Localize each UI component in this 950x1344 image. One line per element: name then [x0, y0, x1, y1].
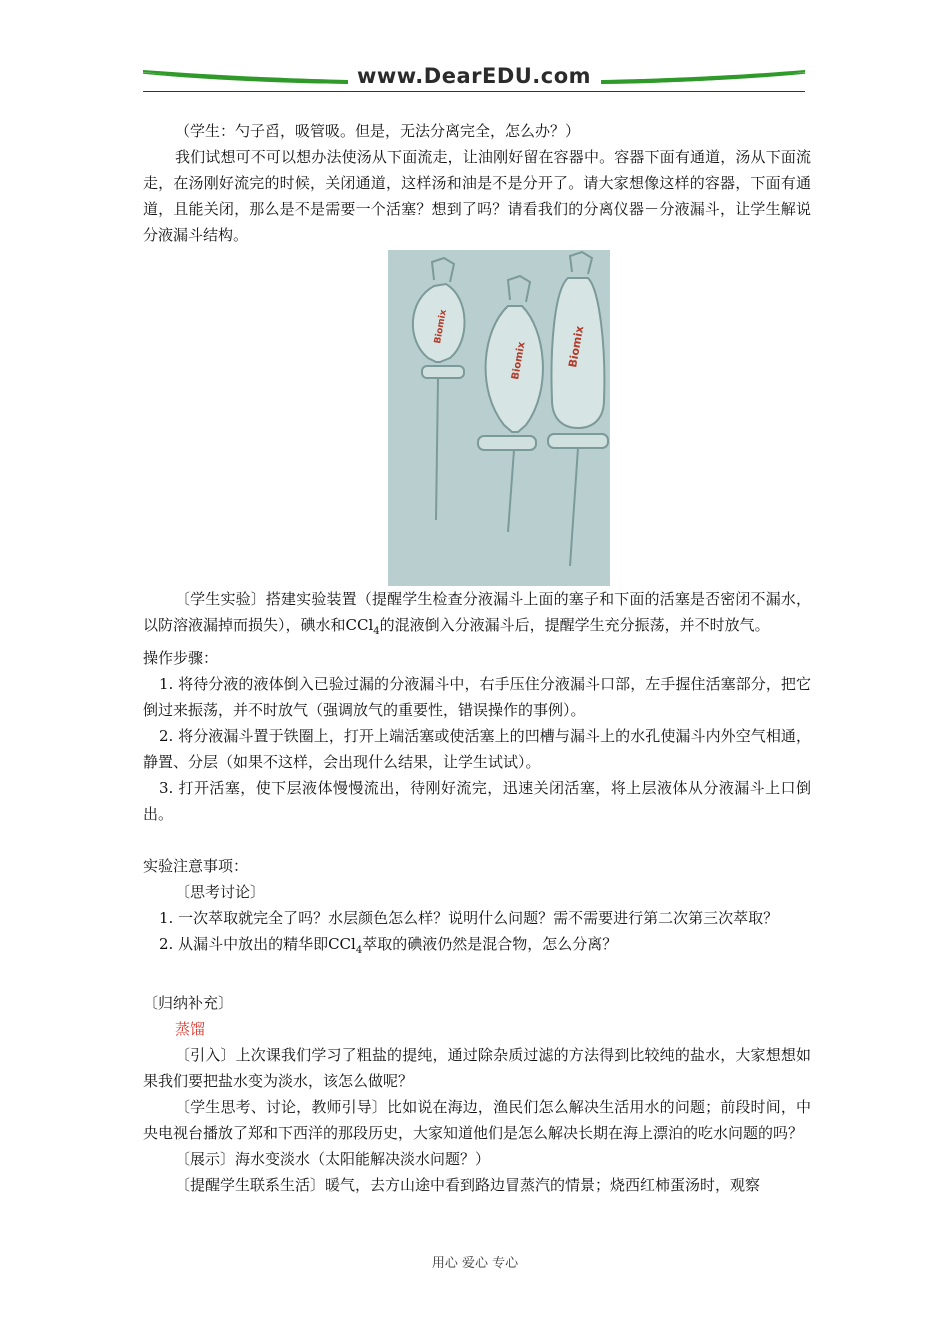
funnel-3-brand: Biomix [566, 324, 587, 369]
header-rule [143, 91, 805, 92]
question-2 [143, 931, 811, 964]
paragraph-idea: 我们试想可不可以想办法使汤从下面流走，让油刚好留在容器中。容器下面有通道，汤从下面流走，在汤刚好流完的时候，关闭通道，这样汤和油是不是分开了。请大家想像这样的容器，下面有通道，且能关闭，那么是不是需要一个活塞？想到了吗？请看我们的分离仪器－分液漏斗，让学生解说分液漏斗结构。 [143, 148, 811, 244]
subscript-4: 4 [373, 626, 380, 637]
text-experiment-a: 〔学生实验〕搭建实验装置（提醒学生检查分液漏斗上面的塞子和下面的活塞是否密闭不漏水，以防溶液漏掉而损失），碘水和CCl [143, 590, 811, 634]
paragraph-think: 〔学生思考、讨论，教师引导〕比如说在海边，渔民们怎么解决生活用水的问题；前段时间，中央电视台播放了郑和下西洋的那段历史，大家知道他们是怎么解决长期在海上漂泊的吃水问题的吗？ [143, 1098, 811, 1142]
text-q2-b: 萃取的碘液仍然是混合物，怎么分离？ [362, 935, 618, 953]
steps-title: 操作步骤： [143, 649, 219, 667]
funnel-2-brand: Biomix [510, 340, 528, 381]
spacer [143, 964, 811, 990]
text-experiment-b: 的混液倒入分液漏斗后，提醒学生充分振荡，并不时放气。 [379, 616, 770, 634]
document-body [143, 118, 811, 1198]
text-q2-a: 2. 从漏斗中放出的精华即CCl [159, 935, 356, 953]
step-3: 3. 打开活塞，使下层液体慢慢流出，待刚好流完，迅速关闭活塞，将上层液体从分液漏斗上口倒出。 [143, 779, 811, 823]
discussion-heading: 〔思考讨论〕 [175, 883, 266, 901]
step-2: 2. 将分液漏斗置于铁圈上，打开上端活塞或使活塞上的凹槽与漏斗上的水孔使漏斗内外空气相通，静置、分层（如果不这样，会出现什么结果，让学生试试）。 [143, 727, 811, 771]
paragraph-student-experiment [143, 586, 811, 645]
paragraph-intro: 〔引入〕上次课我们学习了粗盐的提纯，通过除杂质过滤的方法得到比较纯的盐水，大家想想如果我们要把盐水变为淡水，该怎么做呢？ [143, 1046, 811, 1090]
distillation-heading: 蒸馏 [175, 1020, 206, 1038]
step-1: 1. 将待分液的液体倒入已验过漏的分液漏斗中，右手压住分液漏斗口部，左手握住活塞部分，把它倒过来振荡，并不时放气（强调放气的重要性，错误操作的事例）。 [143, 675, 811, 719]
site-logo-text: www.DearEDU.com [356, 64, 592, 88]
paragraph-student-answer: （学生：勺子舀，吸管吸。但是，无法分离完全，怎么办？） [175, 122, 581, 140]
paragraph-show: 〔展示〕海水变淡水（太阳能解决淡水问题？） [175, 1150, 491, 1168]
paragraph-remind: 〔提醒学生联系生活〕暖气，去方山途中看到路边冒蒸汽的情景；烧西红柿蛋汤时，观察 [175, 1176, 761, 1194]
subscript-4-q2: 4 [355, 945, 363, 956]
page-footer: 用心 爱心 专心 [431, 1256, 519, 1271]
notes-title: 实验注意事项： [143, 857, 249, 875]
spacer [143, 827, 811, 853]
separatory-funnel-photo [388, 250, 610, 586]
page-header [143, 62, 805, 92]
question-1: 1. 一次萃取就完全了吗？水层颜色怎么样？说明什么问题？需不需要进行第二次第三次萃取？ [159, 909, 779, 927]
summary-heading: 〔归纳补充〕 [143, 994, 234, 1012]
funnel-1-brand: Biomix [433, 308, 449, 345]
